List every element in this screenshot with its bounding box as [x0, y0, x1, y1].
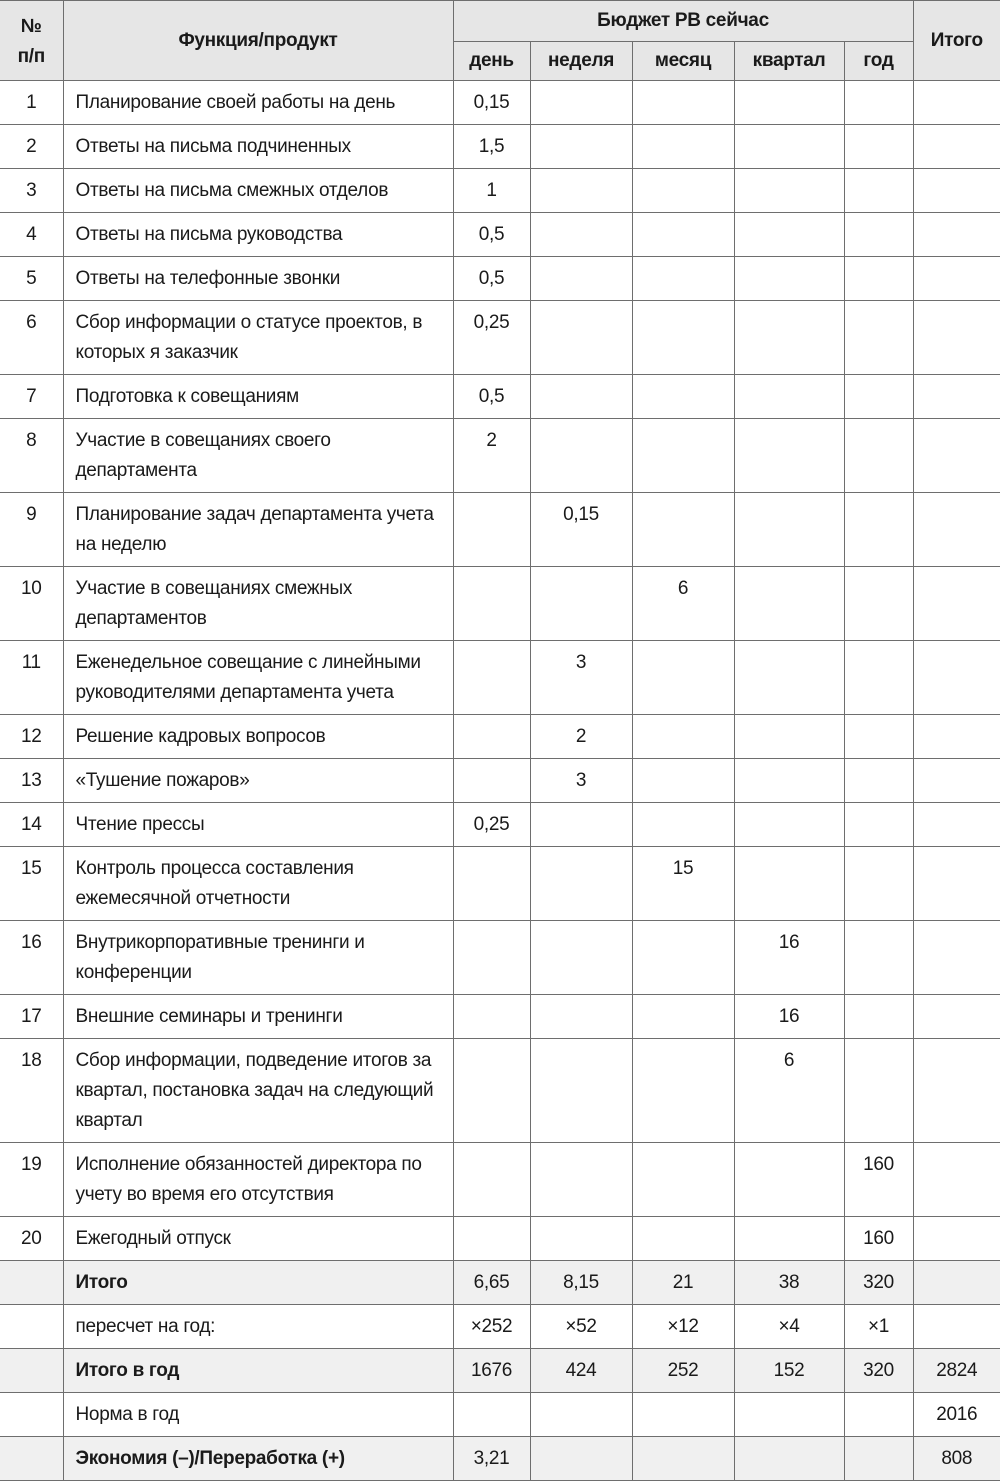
- summary-cell-week: 424: [530, 1349, 632, 1393]
- cell-day: [453, 1217, 530, 1261]
- row-function: Контроль процесса составления ежемесячной отчетности: [63, 847, 453, 921]
- cell-year: [844, 759, 913, 803]
- cell-month: [632, 995, 734, 1039]
- row-function: Ответы на письма руководства: [63, 213, 453, 257]
- table-row: [0, 759, 1000, 803]
- cell-week: 0,15: [530, 493, 632, 567]
- cell-year: [844, 493, 913, 567]
- row-function: Внутрикорпоративные тренинги и конференции: [63, 921, 453, 995]
- row-number: 10: [0, 567, 63, 641]
- table-row: [0, 493, 1000, 567]
- column-header-number: [0, 1, 63, 81]
- cell-day: [453, 493, 530, 567]
- cell-day: [453, 995, 530, 1039]
- cell-day: [453, 1039, 530, 1143]
- row-function: Еженедельное совещание с линейными руководителями департамента учета: [63, 641, 453, 715]
- summary-cell-week: [530, 1393, 632, 1437]
- row-function: Сбор информации, подведение итогов за квартал, постановка задач на следующий квартал: [63, 1039, 453, 1143]
- row-number: 17: [0, 995, 63, 1039]
- cell-day: [453, 715, 530, 759]
- cell-week: [530, 257, 632, 301]
- table-row: [0, 567, 1000, 641]
- summary-cell-month: [632, 1393, 734, 1437]
- cell-quarter: [734, 257, 844, 301]
- cell-week: [530, 301, 632, 375]
- summary-cell-quarter: 38: [734, 1261, 844, 1305]
- cell-quarter: [734, 419, 844, 493]
- column-group-budget: Бюджет РВ сейчас: [453, 1, 913, 42]
- column-header-quarter: квартал: [734, 42, 844, 81]
- cell-year: [844, 995, 913, 1039]
- cell-year: [844, 375, 913, 419]
- cell-day: 2: [453, 419, 530, 493]
- cell-month: [632, 419, 734, 493]
- cell-year: [844, 81, 913, 125]
- row-function: Внешние семинары и тренинги: [63, 995, 453, 1039]
- summary-cell-day: ×252: [453, 1305, 530, 1349]
- row-number: 1: [0, 81, 63, 125]
- cell-day: 0,5: [453, 213, 530, 257]
- cell-total: [913, 1143, 1000, 1217]
- row-function: Участие в совещаниях своего департамента: [63, 419, 453, 493]
- cell-quarter: [734, 301, 844, 375]
- number-sign: №: [20, 15, 42, 37]
- summary-cell-month: 21: [632, 1261, 734, 1305]
- cell-year: [844, 715, 913, 759]
- cell-total: [913, 921, 1000, 995]
- cell-month: [632, 759, 734, 803]
- summary-cell-year: [844, 1437, 913, 1481]
- cell-year: [844, 921, 913, 995]
- cell-week: 3: [530, 641, 632, 715]
- column-header-week: неделя: [530, 42, 632, 81]
- cell-week: [530, 847, 632, 921]
- row-function: Участие в совещаниях смежных департаментов: [63, 567, 453, 641]
- table-body: [0, 81, 1000, 1481]
- cell-day: 1: [453, 169, 530, 213]
- cell-week: [530, 921, 632, 995]
- cell-month: [632, 1039, 734, 1143]
- cell-week: [530, 995, 632, 1039]
- table-row: [0, 995, 1000, 1039]
- row-function: Решение кадровых вопросов: [63, 715, 453, 759]
- cell-total: [913, 419, 1000, 493]
- summary-label: Норма в год: [63, 1393, 453, 1437]
- cell-year: [844, 641, 913, 715]
- summary-cell-week: ×52: [530, 1305, 632, 1349]
- summary-cell-quarter: ×4: [734, 1305, 844, 1349]
- summary-cell-year: 320: [844, 1261, 913, 1305]
- summary-row: [0, 1437, 1000, 1481]
- cell-week: [530, 213, 632, 257]
- summary-label: Итого в год: [63, 1349, 453, 1393]
- cell-month: [632, 803, 734, 847]
- cell-quarter: [734, 803, 844, 847]
- cell-week: [530, 567, 632, 641]
- cell-quarter: [734, 759, 844, 803]
- cell-total: [913, 759, 1000, 803]
- cell-year: [844, 257, 913, 301]
- table-row: [0, 125, 1000, 169]
- cell-total: [913, 169, 1000, 213]
- cell-week: [530, 803, 632, 847]
- cell-year: [844, 567, 913, 641]
- table-row: [0, 847, 1000, 921]
- cell-month: [632, 715, 734, 759]
- cell-quarter: [734, 847, 844, 921]
- cell-week: [530, 1039, 632, 1143]
- cell-quarter: [734, 1217, 844, 1261]
- cell-quarter: 16: [734, 995, 844, 1039]
- cell-week: [530, 1217, 632, 1261]
- cell-total: [913, 641, 1000, 715]
- cell-total: [913, 375, 1000, 419]
- summary-cell-week: 8,15: [530, 1261, 632, 1305]
- cell-day: 0,25: [453, 803, 530, 847]
- cell-month: [632, 493, 734, 567]
- row-function: Исполнение обязанностей директора по учету во время его отсутствия: [63, 1143, 453, 1217]
- cell-day: [453, 921, 530, 995]
- row-number: 20: [0, 1217, 63, 1261]
- column-header-total: Итого: [913, 1, 1000, 81]
- table-row: [0, 257, 1000, 301]
- summary-cell-day: [453, 1393, 530, 1437]
- cell-month: [632, 301, 734, 375]
- cell-total: [913, 493, 1000, 567]
- summary-cell-month: [632, 1437, 734, 1481]
- summary-cell-day: 3,21: [453, 1437, 530, 1481]
- cell-quarter: [734, 493, 844, 567]
- cell-year: [844, 169, 913, 213]
- cell-month: [632, 213, 734, 257]
- cell-month: [632, 125, 734, 169]
- table-row: [0, 1217, 1000, 1261]
- summary-label: Итого: [63, 1261, 453, 1305]
- summary-cell-year: 320: [844, 1349, 913, 1393]
- row-number: 19: [0, 1143, 63, 1217]
- cell-day: 0,25: [453, 301, 530, 375]
- row-number: 9: [0, 493, 63, 567]
- cell-week: [530, 375, 632, 419]
- summary-cell-total: [913, 1261, 1000, 1305]
- cell-year: 160: [844, 1217, 913, 1261]
- column-header-month: месяц: [632, 42, 734, 81]
- cell-year: [844, 213, 913, 257]
- cell-quarter: [734, 169, 844, 213]
- cell-day: 0,15: [453, 81, 530, 125]
- cell-day: [453, 759, 530, 803]
- row-function: Планирование своей работы на день: [63, 81, 453, 125]
- table-header: [0, 1, 1000, 81]
- cell-year: [844, 1039, 913, 1143]
- summary-label: пересчет на год:: [63, 1305, 453, 1349]
- cell-month: [632, 921, 734, 995]
- row-number: 14: [0, 803, 63, 847]
- number-abbr: п/п: [17, 45, 45, 67]
- cell-year: 160: [844, 1143, 913, 1217]
- table-row: [0, 81, 1000, 125]
- summary-cell-total: 808: [913, 1437, 1000, 1481]
- row-number: 15: [0, 847, 63, 921]
- cell-year: [844, 419, 913, 493]
- cell-total: [913, 567, 1000, 641]
- cell-quarter: 16: [734, 921, 844, 995]
- cell-total: [913, 847, 1000, 921]
- row-function: Подготовка к совещаниям: [63, 375, 453, 419]
- summary-label: Экономия (–)/Переработка (+): [63, 1437, 453, 1481]
- cell-month: [632, 1143, 734, 1217]
- summary-cell-year: ×1: [844, 1305, 913, 1349]
- cell-quarter: [734, 375, 844, 419]
- cell-week: [530, 1143, 632, 1217]
- table-row: [0, 921, 1000, 995]
- cell-week: 3: [530, 759, 632, 803]
- table-row: [0, 715, 1000, 759]
- cell-quarter: [734, 1143, 844, 1217]
- cell-total: [913, 257, 1000, 301]
- table-row: [0, 419, 1000, 493]
- cell-day: 0,5: [453, 257, 530, 301]
- cell-month: [632, 1217, 734, 1261]
- cell-total: [913, 301, 1000, 375]
- cell-quarter: 6: [734, 1039, 844, 1143]
- row-function: Ответы на телефонные звонки: [63, 257, 453, 301]
- cell-quarter: [734, 641, 844, 715]
- cell-total: [913, 1217, 1000, 1261]
- row-number: 5: [0, 257, 63, 301]
- row-number: 8: [0, 419, 63, 493]
- summary-number-empty: [0, 1305, 63, 1349]
- cell-week: [530, 419, 632, 493]
- cell-year: [844, 803, 913, 847]
- summary-number-empty: [0, 1437, 63, 1481]
- table-row: [0, 1039, 1000, 1143]
- cell-day: [453, 567, 530, 641]
- row-function: Сбор информации о статусе проектов, в которых я заказчик: [63, 301, 453, 375]
- summary-cell-year: [844, 1393, 913, 1437]
- cell-week: [530, 169, 632, 213]
- cell-quarter: [734, 81, 844, 125]
- cell-month: [632, 641, 734, 715]
- row-function: Ежегодный отпуск: [63, 1217, 453, 1261]
- row-function: «Тушение пожаров»: [63, 759, 453, 803]
- row-number: 2: [0, 125, 63, 169]
- cell-quarter: [734, 125, 844, 169]
- cell-year: [844, 125, 913, 169]
- row-function: Ответы на письма смежных отделов: [63, 169, 453, 213]
- table-row: [0, 213, 1000, 257]
- summary-row: [0, 1305, 1000, 1349]
- summary-row: [0, 1393, 1000, 1437]
- cell-quarter: [734, 213, 844, 257]
- cell-month: [632, 169, 734, 213]
- row-number: 6: [0, 301, 63, 375]
- column-header-day: день: [453, 42, 530, 81]
- row-function: Ответы на письма подчиненных: [63, 125, 453, 169]
- summary-cell-day: 1676: [453, 1349, 530, 1393]
- column-header-function: Функция/продукт: [63, 1, 453, 81]
- cell-total: [913, 1039, 1000, 1143]
- row-function: Планирование задач департамента учета на неделю: [63, 493, 453, 567]
- summary-cell-total: 2016: [913, 1393, 1000, 1437]
- row-function: Чтение прессы: [63, 803, 453, 847]
- cell-month: 15: [632, 847, 734, 921]
- table-row: [0, 641, 1000, 715]
- cell-day: 0,5: [453, 375, 530, 419]
- row-number: 18: [0, 1039, 63, 1143]
- cell-year: [844, 847, 913, 921]
- row-number: 11: [0, 641, 63, 715]
- summary-cell-quarter: [734, 1393, 844, 1437]
- summary-cell-day: 6,65: [453, 1261, 530, 1305]
- column-header-year: год: [844, 42, 913, 81]
- cell-total: [913, 803, 1000, 847]
- cell-total: [913, 995, 1000, 1039]
- table-row: [0, 169, 1000, 213]
- cell-month: [632, 375, 734, 419]
- cell-year: [844, 301, 913, 375]
- row-number: 16: [0, 921, 63, 995]
- cell-total: [913, 715, 1000, 759]
- summary-cell-total: 2824: [913, 1349, 1000, 1393]
- cell-day: [453, 847, 530, 921]
- cell-week: [530, 81, 632, 125]
- cell-total: [913, 213, 1000, 257]
- cell-week: 2: [530, 715, 632, 759]
- table-row: [0, 803, 1000, 847]
- cell-month: [632, 257, 734, 301]
- row-number: 7: [0, 375, 63, 419]
- row-number: 4: [0, 213, 63, 257]
- cell-day: [453, 1143, 530, 1217]
- summary-cell-month: ×12: [632, 1305, 734, 1349]
- cell-month: 6: [632, 567, 734, 641]
- table-row: [0, 1143, 1000, 1217]
- cell-quarter: [734, 567, 844, 641]
- cell-week: [530, 125, 632, 169]
- summary-cell-month: 252: [632, 1349, 734, 1393]
- table-row: [0, 301, 1000, 375]
- summary-cell-quarter: 152: [734, 1349, 844, 1393]
- summary-cell-week: [530, 1437, 632, 1481]
- cell-total: [913, 125, 1000, 169]
- cell-day: [453, 641, 530, 715]
- summary-number-empty: [0, 1261, 63, 1305]
- row-number: 13: [0, 759, 63, 803]
- cell-month: [632, 81, 734, 125]
- table-row: [0, 375, 1000, 419]
- summary-number-empty: [0, 1393, 63, 1437]
- summary-cell-total: [913, 1305, 1000, 1349]
- cell-total: [913, 81, 1000, 125]
- cell-quarter: [734, 715, 844, 759]
- summary-cell-quarter: [734, 1437, 844, 1481]
- summary-row: [0, 1261, 1000, 1305]
- row-number: 12: [0, 715, 63, 759]
- row-number: 3: [0, 169, 63, 213]
- cell-day: 1,5: [453, 125, 530, 169]
- summary-row: [0, 1349, 1000, 1393]
- summary-number-empty: [0, 1349, 63, 1393]
